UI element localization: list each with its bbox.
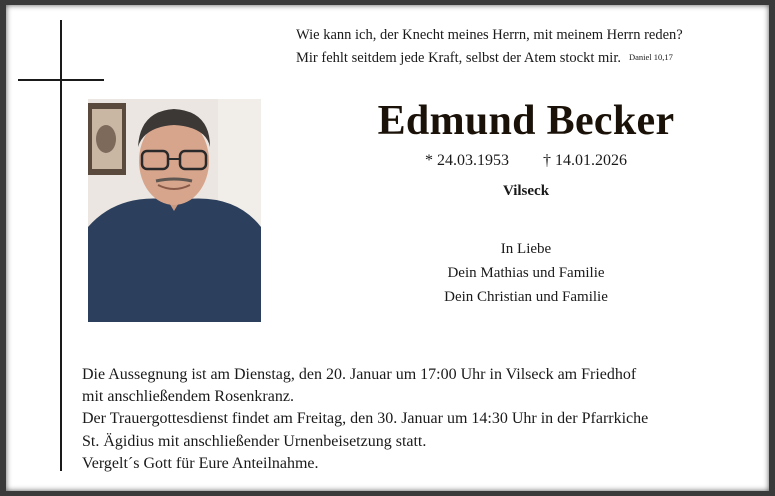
announcement-line: Die Aussegnung ist am Dienstag, den 20. Januar um 17:00 Uhr in Vilseck am Friedhof	[82, 366, 637, 383]
cross-icon-horizontal	[18, 79, 104, 81]
verse-line-2-text: Mir fehlt seitdem jede Kraft, selbst der Atem stockt mir.	[296, 50, 621, 66]
mourners-line: Dein Mathias und Familie	[447, 265, 605, 281]
announcement-line: Vergelt´s Gott für Eure Anteilnahme.	[82, 454, 319, 472]
portrait-illustration	[88, 99, 261, 322]
portrait-photo	[88, 99, 261, 322]
announcement-line: St. Ägidius mit anschließender Urnenbeisetzung statt.	[82, 432, 427, 450]
residence-place: Vilseck	[502, 183, 550, 199]
mourners-line: In Liebe	[500, 241, 552, 257]
announcement-line: Der Trauergottesdienst findet am Freitag, den 30. Januar um 14:30 Uhr in der Pfarrkiche	[82, 410, 649, 428]
mourners-line: Dein Christian und Familie	[444, 289, 608, 305]
obituary-card	[6, 5, 769, 491]
death-date: † 14.01.2026	[543, 152, 627, 169]
deceased-name: Edmund Becker	[377, 98, 675, 144]
funeral-announcement	[82, 364, 767, 475]
life-dates	[386, 152, 666, 170]
announcement-line: mit anschließendem Rosenkranz.	[82, 388, 294, 406]
verse-source: Daniel 10,17	[628, 52, 673, 62]
verse-line-2	[296, 46, 756, 69]
birth-date: * 24.03.1953	[425, 152, 509, 169]
bible-verse	[296, 24, 756, 69]
mourners-block	[391, 237, 661, 309]
cross-icon-vertical	[60, 20, 62, 471]
verse-line-1: Wie kann ich, der Knecht meines Herrn, mit meinem Herrn reden?	[296, 27, 683, 43]
